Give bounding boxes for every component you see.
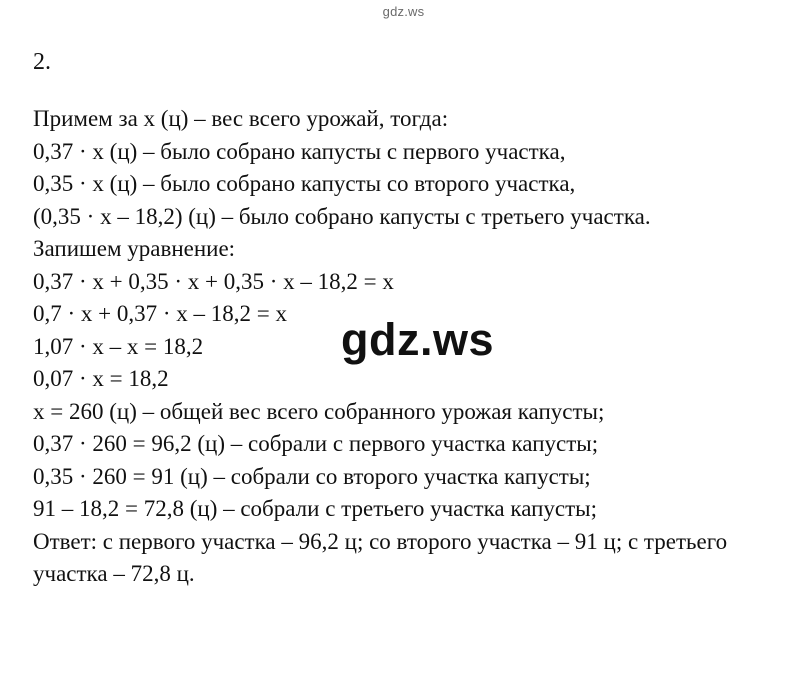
equation-line: 0,37 · х + 0,35 · х + 0,35 · х – 18,2 = х (33, 268, 394, 294)
solution-line: Запишем уравнение: (33, 236, 236, 261)
equation-line: 1,07 · х – х = 18,2 (33, 333, 204, 359)
answer-text: Ответ: с первого участка – 96,2 ц; со второго участка – 91 ц; с третьего участка – 72,8 ц. (33, 528, 728, 586)
task-number: 2. (33, 49, 51, 75)
equation-line: 0,07 · х = 18,2 (33, 366, 169, 391)
solution-line: Примем за х (ц) – вес всего урожай, тогда: (33, 106, 449, 131)
solution-line: 0,37 · х (ц) – было собрано капусты с первого участка, (33, 138, 566, 164)
watermark-center: gdz.ws (341, 314, 495, 365)
solution-line: 0,37 · 260 = 96,2 (ц) – собрали с первого участка капусты; (33, 431, 599, 456)
solution-line: 0,35 · 260 = 91 (ц) – собрали со второго участка капусты; (33, 463, 591, 489)
solution-line: х = 260 (ц) – общей вес всего собранного урожая капусты; (33, 398, 605, 424)
solution-line: 91 – 18,2 = 72,8 (ц) – собрали с третьего участка капусты; (33, 496, 598, 521)
watermark-top: gdz.ws (382, 4, 425, 19)
solution-line: 0,35 · х (ц) – было собрано капусты со второго участка, (33, 171, 576, 196)
solution-line: (0,35 · х – 18,2) (ц) – было собрано капусты с третьего участка. (33, 203, 651, 229)
equation-line: 0,7 · х + 0,37 · х – 18,2 = х (33, 301, 288, 326)
